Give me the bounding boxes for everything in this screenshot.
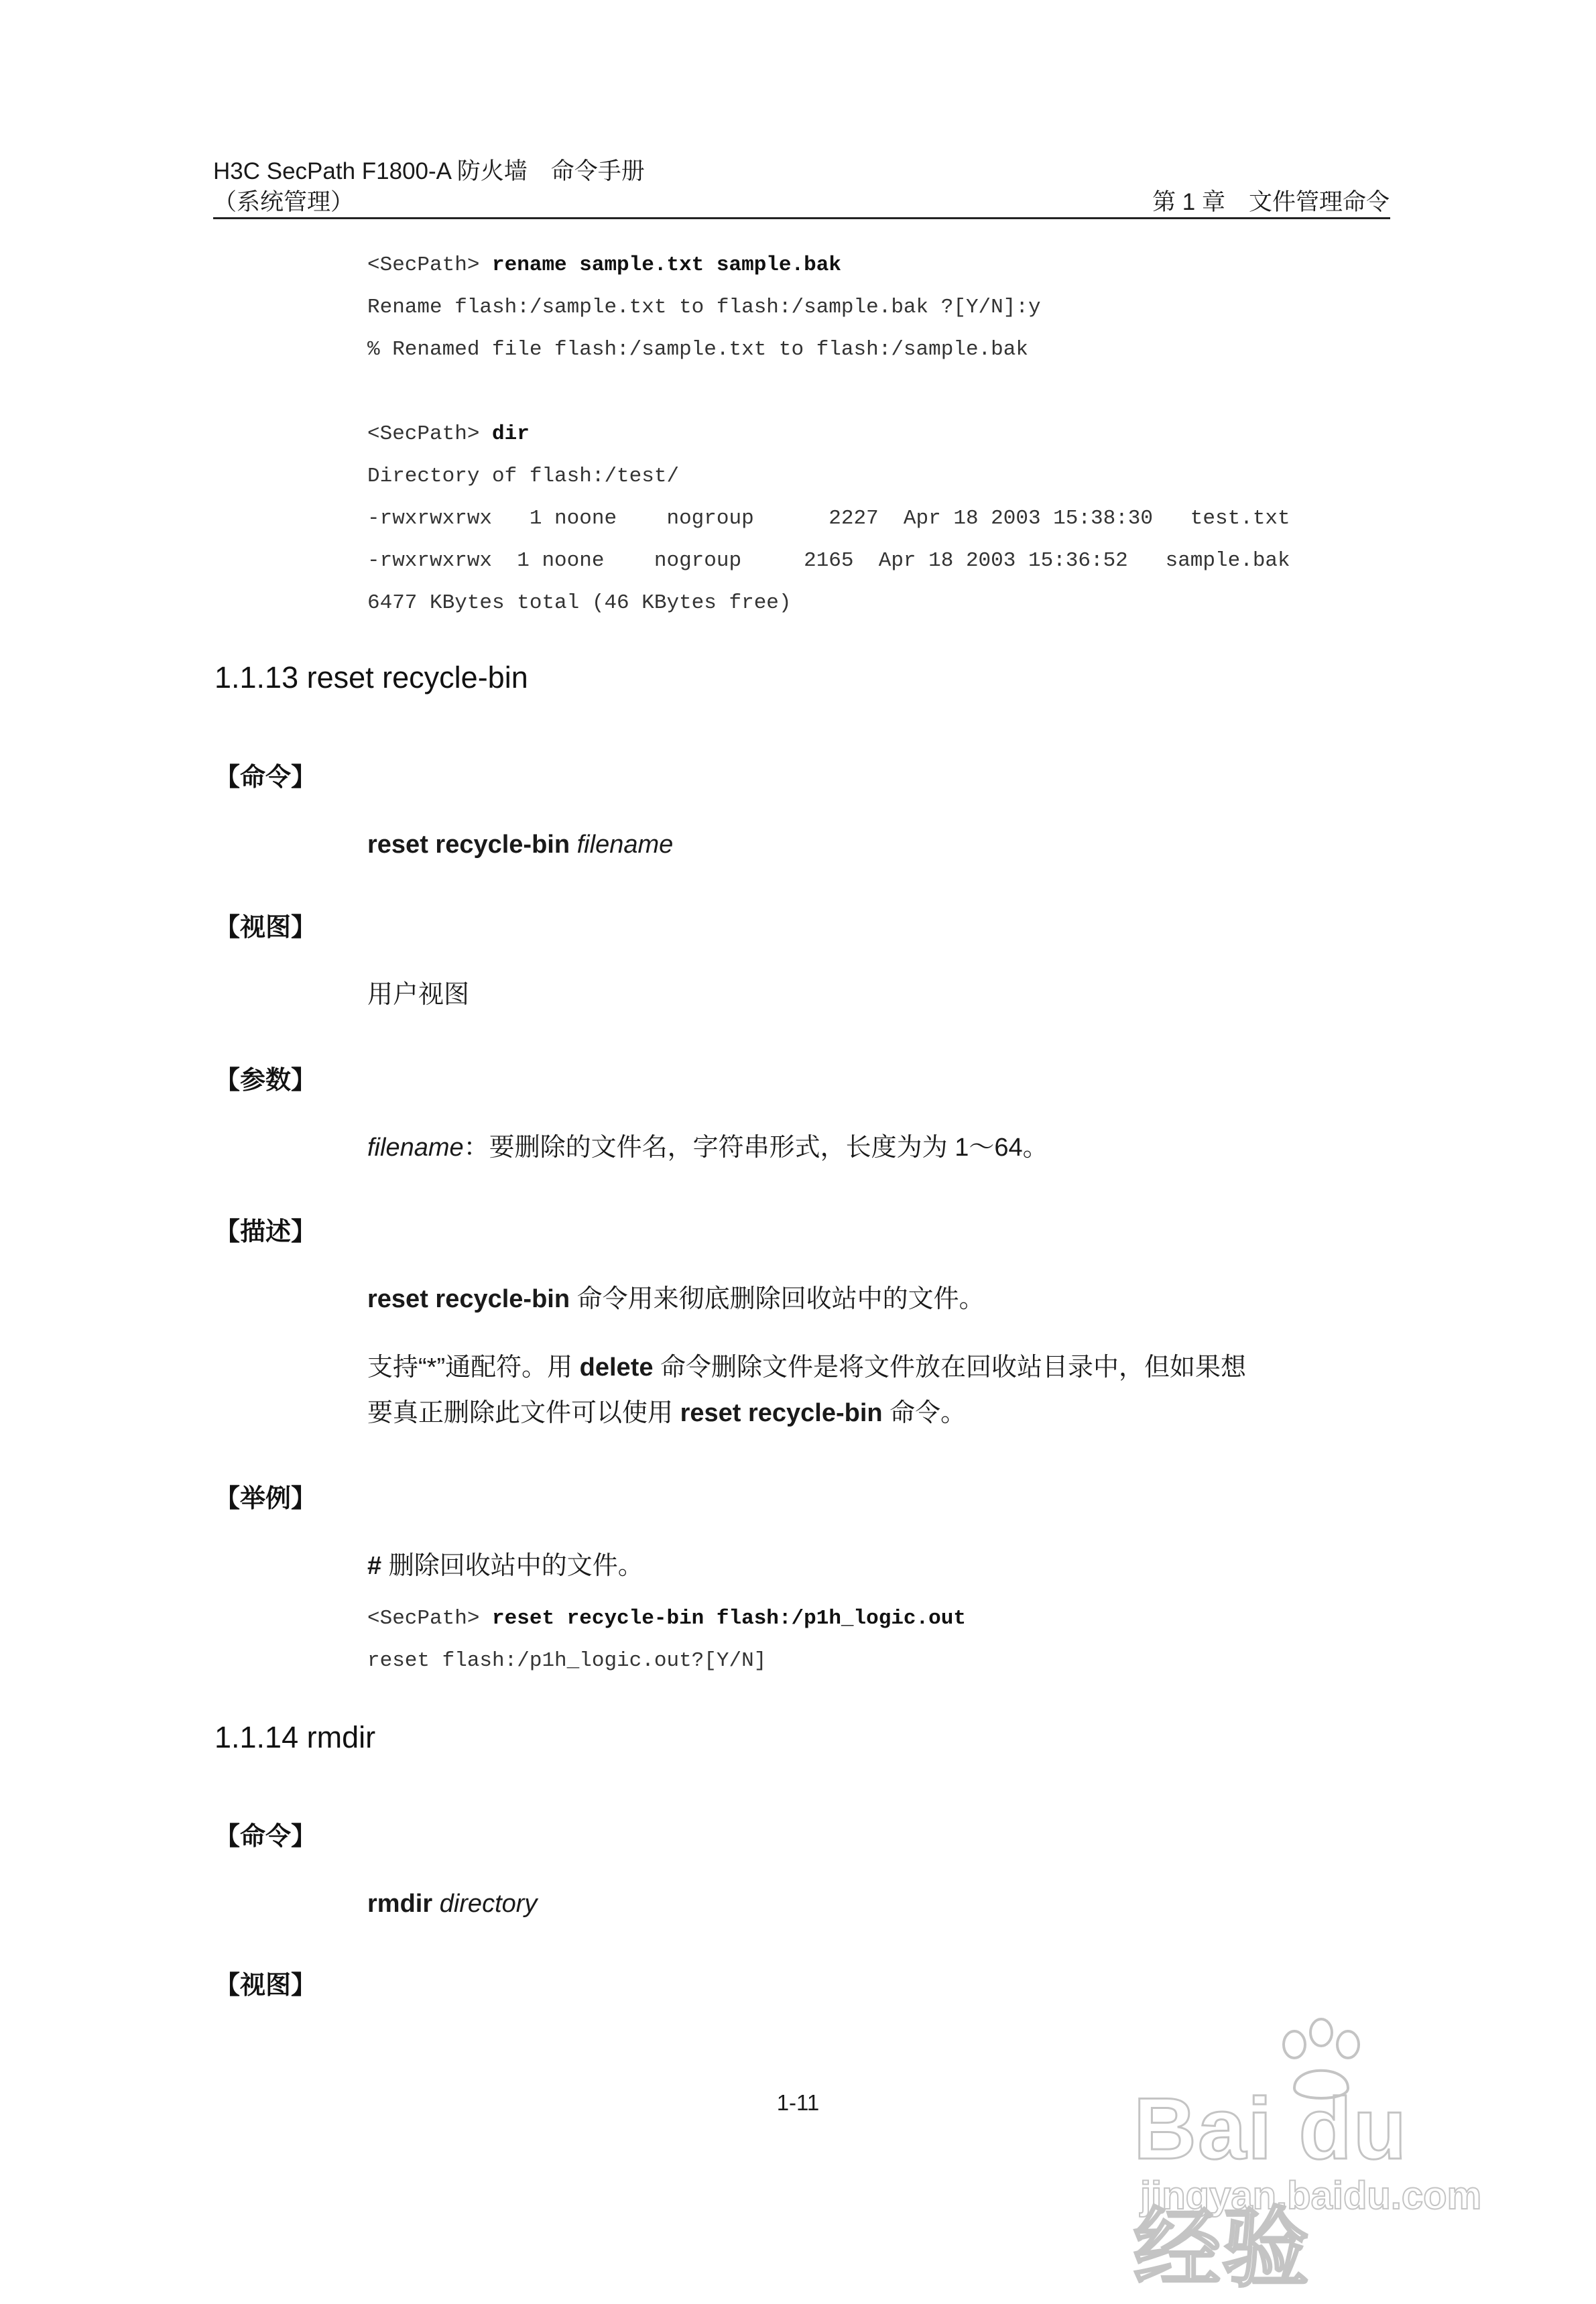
code-line: reset flash:/p1h_logic.out?[Y/N] xyxy=(367,1649,767,1673)
section-heading: 1.1.14 rmdir xyxy=(214,1720,376,1754)
code-line: <SecPath> reset recycle-bin flash:/p1h_logic.out xyxy=(367,1607,966,1630)
label-params: 【参数】 xyxy=(214,1065,317,1095)
chapter-title: 第 1 章 文件管理命令 xyxy=(1152,189,1390,215)
param-text: filename：要删除的文件名，字符串形式，长度为为 1～64。 xyxy=(367,1134,1048,1162)
code-line: 6477 KBytes total (46 KBytes free) xyxy=(367,591,792,615)
code-line: Directory of flash:/test/ xyxy=(367,465,680,488)
code-line: -rwxrwxrwx 1 noone nogroup 2227 Apr 18 2003 15:38:30 test.txt xyxy=(367,507,1290,530)
doc-title: H3C SecPath F1800-A 防火墙 命令手册 xyxy=(213,158,645,184)
label-view: 【视图】 xyxy=(214,1970,317,2000)
label-description: 【描述】 xyxy=(214,1217,317,1246)
code-line: <SecPath> rename sample.txt sample.bak xyxy=(367,253,841,277)
doc-subtitle: （系统管理） xyxy=(213,189,355,215)
code-line: -rwxrwxrwx 1 noone nogroup 2165 Apr 18 2003 15:36:52 sample.bak xyxy=(367,549,1290,572)
description-paragraph-2: 支持“*”通配符。用 delete 命令删除文件是将文件放在回收站目录中，但如果想 要真正删除此文件可以使用 reset recycle-bin 命令。 xyxy=(367,1353,1247,1427)
label-view: 【视图】 xyxy=(214,912,317,942)
label-command: 【命令】 xyxy=(214,1821,317,1851)
code-line: % Renamed file flash:/sample.txt to flash:/sample.bak xyxy=(367,338,1028,361)
code-line: Rename flash:/sample.txt to flash:/sample.bak ?[Y/N]:y xyxy=(367,296,1041,319)
code-line: <SecPath> dir xyxy=(367,422,530,446)
command-syntax: rmdir directory xyxy=(367,1890,538,1918)
command-syntax: reset recycle-bin filename xyxy=(367,831,674,859)
description-line-1: reset recycle-bin 命令用来彻底删除回收站中的文件。 xyxy=(367,1285,985,1313)
label-command: 【命令】 xyxy=(214,762,317,792)
header-divider xyxy=(213,217,1390,219)
watermark-url: jingyan.baidu.com xyxy=(1140,2174,1482,2218)
section-heading: 1.1.13 reset recycle-bin xyxy=(214,660,528,694)
example-comment: # 删除回收站中的文件。 xyxy=(367,1552,643,1580)
label-example: 【举例】 xyxy=(214,1483,317,1513)
view-text: 用户视图 xyxy=(367,981,470,1009)
watermark-logo: Bai du 经验 xyxy=(1133,2079,1408,2297)
baidu-watermark xyxy=(1133,2018,1509,2297)
page-number: 1-11 xyxy=(776,2090,820,2115)
